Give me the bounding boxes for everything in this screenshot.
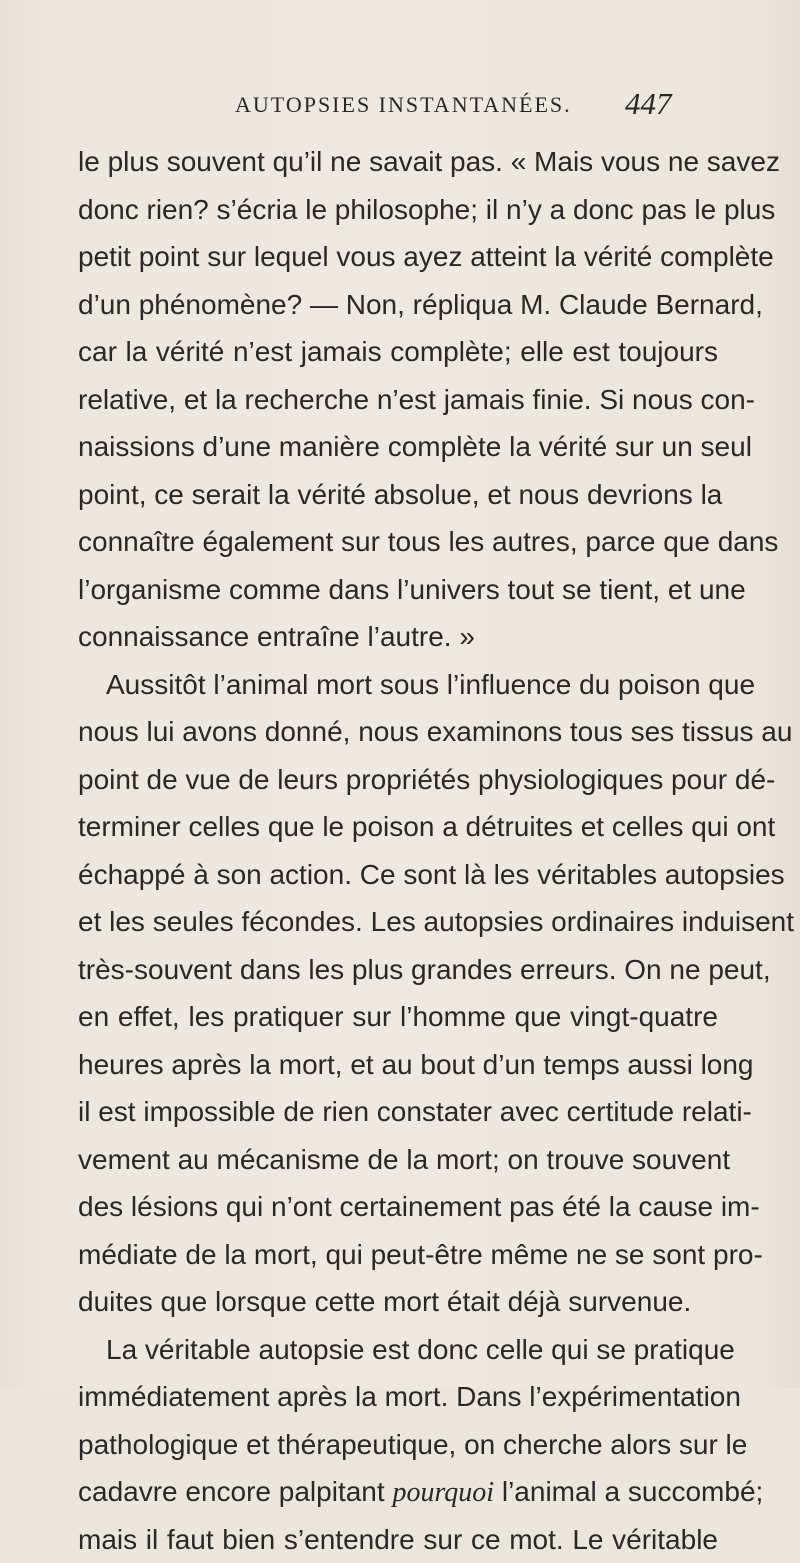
text-line: pathologique et thérapeutique, on cherche alors sur le xyxy=(78,1421,718,1469)
text-segment: cadavre encore palpitant xyxy=(78,1476,392,1507)
text-line-with-italic xyxy=(78,1468,718,1516)
text-line: point, ce serait la vérité absolue, et nous devrions la xyxy=(78,471,718,519)
text-line: échappé à son action. Ce sont là les véritables autopsies xyxy=(78,851,718,899)
running-head xyxy=(0,86,800,126)
text-line: le plus souvent qu’il ne savait pas. « Mais vous ne savez xyxy=(78,138,718,186)
text-line: donc rien? s’écria le philosophe; il n’y a donc pas le plus xyxy=(78,186,718,234)
text-line: heures après la mort, et au bout d’un temps aussi long xyxy=(78,1041,718,1089)
text-line: mais il faut bien s’entendre sur ce mot. Le véritable xyxy=(78,1516,718,1563)
text-line: terminer celles que le poison a détruites et celles qui ont xyxy=(78,803,718,851)
text-line: des lésions qui n’ont certainement pas été la cause im- xyxy=(78,1183,718,1231)
italic-word: pourquoi xyxy=(392,1477,494,1508)
text-line: l’organisme comme dans l’univers tout se tient, et une xyxy=(78,566,718,614)
text-line: petit point sur lequel vous ayez atteint la vérité complète xyxy=(78,233,718,281)
text-line: duites que lorsque cette mort était déjà survenue. xyxy=(78,1278,718,1326)
running-title: AUTOPSIES INSTANTANÉES. xyxy=(235,92,572,118)
text-line: immédiatement après la mort. Dans l’expérimentation xyxy=(78,1373,718,1421)
text-line: d’un phénomène? — Non, répliqua M. Claude Bernard, xyxy=(78,281,718,329)
text-line: naissions d’une manière complète la vérité sur un seul xyxy=(78,423,718,471)
text-line: très-souvent dans les plus grandes erreurs. On ne peut, xyxy=(78,946,718,994)
text-line: relative, et la recherche n’est jamais finie. Si nous con- xyxy=(78,376,718,424)
body-text xyxy=(78,138,718,1563)
text-line: et les seules fécondes. Les autopsies ordinaires induisent xyxy=(78,898,718,946)
text-segment: l’animal a succombé; xyxy=(494,1476,763,1507)
text-line: connaître également sur tous les autres, parce que dans xyxy=(78,518,718,566)
text-line: il est impossible de rien constater avec certitude relati- xyxy=(78,1088,718,1136)
text-line: médiate de la mort, qui peut-être même ne se sont pro- xyxy=(78,1231,718,1279)
text-line: nous lui avons donné, nous examinons tous ses tissus au xyxy=(78,708,718,756)
text-line: car la vérité n’est jamais complète; elle est toujours xyxy=(78,328,718,376)
text-line: en effet, les pratiquer sur l’homme que vingt-quatre xyxy=(78,993,718,1041)
text-line: vement au mécanisme de la mort; on trouve souvent xyxy=(78,1136,718,1184)
text-line: connaissance entraîne l’autre. » xyxy=(78,613,718,661)
page-number: 447 xyxy=(625,86,672,122)
text-line: La véritable autopsie est donc celle qui se pratique xyxy=(78,1326,718,1374)
text-line: Aussitôt l’animal mort sous l’influence du poison que xyxy=(78,661,718,709)
text-line: point de vue de leurs propriétés physiologiques pour dé- xyxy=(78,756,718,804)
